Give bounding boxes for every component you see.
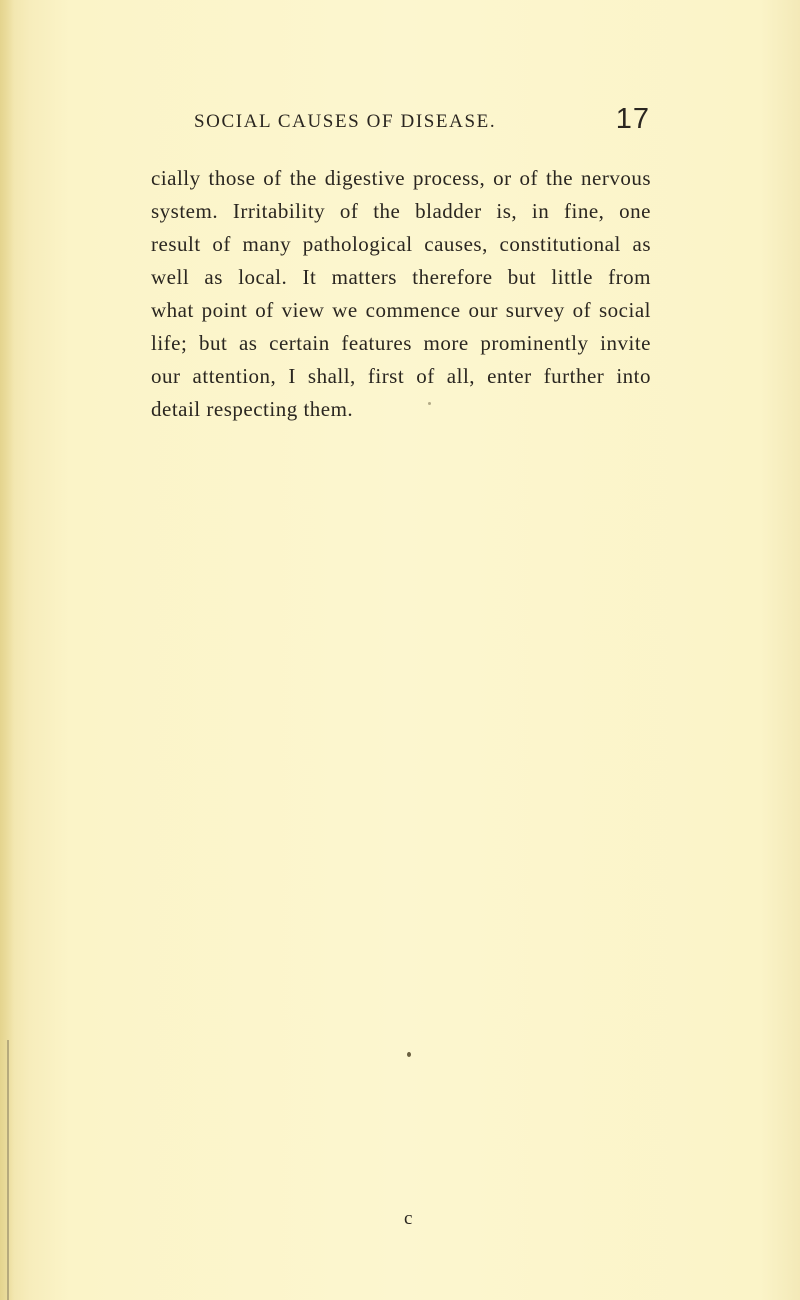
ink-speck (428, 402, 431, 405)
text-line: what point of view we commence our survey of social (151, 298, 651, 322)
text-line: system. Irritability of the bladder is, in fine, one (151, 199, 651, 223)
ink-speck (407, 1052, 411, 1057)
page-edge-shadow (7, 1040, 9, 1300)
text-line: result of many pathological causes, constitutional as (151, 232, 651, 256)
running-title: SOCIAL CAUSES OF DISEASE. (194, 111, 497, 132)
text-line: cially those of the digestive process, or of the nervous (151, 166, 651, 190)
text-line: life; but as certain features more prominently invite (151, 331, 651, 355)
running-head (194, 103, 650, 143)
text-line: our attention, I shall, first of all, enter further into (151, 364, 651, 388)
signature-mark: c (404, 1208, 413, 1229)
body-paragraph (151, 162, 651, 426)
text-line: detail respecting them. (151, 397, 354, 421)
page-number: 17 (615, 103, 650, 135)
text-line: well as local. It matters therefore but little from (151, 265, 651, 289)
